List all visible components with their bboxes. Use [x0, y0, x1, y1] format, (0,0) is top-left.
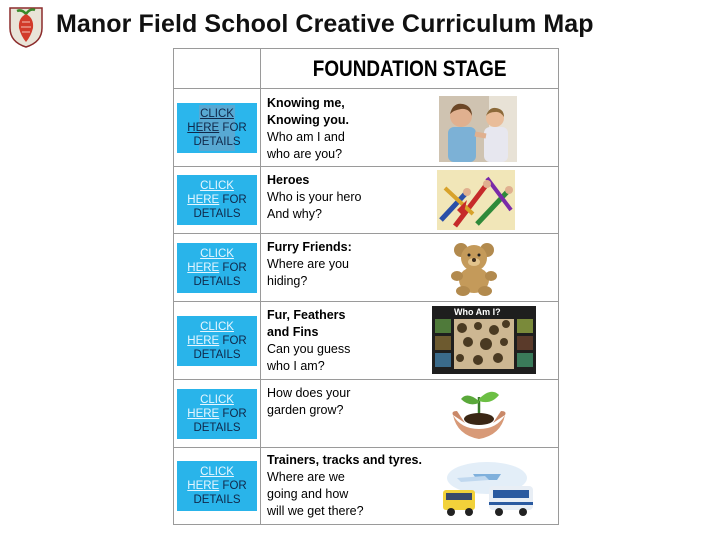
topic-question-line: garden grow? — [267, 403, 344, 417]
topic-cell — [261, 89, 559, 167]
button-label-for: FOR — [219, 261, 247, 274]
button-cell — [174, 167, 261, 234]
vehicles-image — [437, 456, 537, 518]
who-am-i-caption: Who Am I? — [454, 307, 501, 317]
seedling-hands-image — [449, 385, 509, 443]
topic-title-line: Furry Friends: — [267, 240, 352, 254]
button-label-for: FOR — [219, 334, 247, 347]
button-label-line2 — [177, 334, 257, 348]
topic-cell — [261, 234, 559, 302]
topic-question-line: who are you? — [267, 147, 343, 161]
button-cell — [174, 302, 261, 380]
page-title: Manor Field School Creative Curriculum Map — [56, 10, 594, 38]
click-here-for-details-button-6[interactable] — [177, 461, 257, 511]
topic-cell — [261, 167, 559, 234]
button-label-line3: DETAILS — [193, 275, 241, 288]
button-label-line1: CLICK — [200, 107, 234, 120]
button-label-line1: CLICK — [200, 247, 234, 260]
topic-text — [267, 452, 422, 520]
topic-question-line: Where are we — [267, 470, 345, 484]
button-label-here: HERE — [187, 407, 220, 420]
stage-header-text: FOUNDATION STAGE — [312, 55, 507, 81]
table-row — [174, 380, 559, 448]
superheroes-image — [437, 170, 515, 230]
button-label-for: FOR — [219, 480, 247, 492]
button-label-line3: DETAILS — [193, 421, 241, 434]
topic-text — [267, 239, 352, 290]
school-logo-icon — [6, 4, 46, 48]
button-label-for: FOR — [219, 121, 247, 134]
button-label-line3: DETAILS — [193, 494, 241, 506]
topic-question-line: going and how — [267, 487, 349, 501]
button-cell — [174, 448, 261, 525]
button-label-line3: DETAILS — [193, 348, 241, 361]
button-label-here: HERE — [187, 480, 220, 492]
table-row — [174, 234, 559, 302]
topic-title-line: Knowing you. — [267, 113, 349, 127]
topic-question-line: And why? — [267, 207, 322, 221]
stage-header — [261, 49, 559, 89]
button-cell — [174, 89, 261, 167]
topic-question-line: How does your — [267, 386, 351, 400]
topic-title-line: Heroes — [267, 173, 310, 187]
click-here-for-details-button-2[interactable] — [177, 175, 257, 225]
topic-text — [267, 95, 349, 163]
topic-cell — [261, 448, 559, 525]
topic-question-line: Where are you — [267, 257, 349, 271]
button-cell — [174, 234, 261, 302]
topic-question-line: Who is your hero — [267, 190, 362, 204]
topic-cell — [261, 302, 559, 380]
table-row — [174, 89, 559, 167]
topic-text — [267, 172, 361, 223]
topic-title-line: and Fins — [267, 325, 319, 339]
children-photo — [439, 96, 517, 162]
teddy-bear-image — [447, 240, 503, 296]
button-label-line3: DETAILS — [193, 135, 241, 148]
button-label-here: HERE — [187, 194, 220, 206]
topic-title-line: Trainers, tracks and tyres. — [267, 453, 422, 467]
topic-question-line: Can you guess — [267, 342, 351, 356]
click-here-for-details-button-3[interactable] — [177, 243, 257, 293]
button-label-line2 — [177, 193, 257, 207]
topic-question-line: hiding? — [267, 274, 308, 288]
topic-cell — [261, 380, 559, 448]
header-blank-cell — [174, 49, 261, 89]
button-label-here: HERE — [187, 261, 220, 274]
button-label-line1: CLICK — [200, 180, 234, 192]
button-label-line2 — [177, 121, 257, 135]
button-label-line2 — [177, 261, 257, 275]
button-label-line1: CLICK — [200, 320, 234, 333]
button-label-here: HERE — [187, 121, 220, 134]
button-label-here: HERE — [187, 334, 220, 347]
topic-title-line: Fur, Feathers — [267, 308, 346, 322]
topic-question-line: Who am I and — [267, 130, 345, 144]
button-label-line2 — [177, 407, 257, 421]
table-row — [174, 302, 559, 380]
topic-title-line: Knowing me, — [267, 96, 345, 110]
topic-text — [267, 385, 350, 419]
topic-text — [267, 307, 350, 375]
curriculum-table — [173, 48, 559, 525]
click-here-for-details-button-4[interactable] — [177, 316, 257, 366]
table-row — [174, 167, 559, 234]
topic-question-line: will we get there? — [267, 504, 364, 518]
button-label-line1: CLICK — [200, 393, 234, 406]
table-header-row — [174, 49, 559, 89]
who-am-i-image — [432, 306, 536, 374]
button-label-for: FOR — [219, 407, 247, 420]
button-cell — [174, 380, 261, 448]
button-label-line2 — [177, 479, 257, 493]
click-here-for-details-button-1[interactable] — [177, 103, 257, 153]
button-label-line1: CLICK — [200, 466, 234, 478]
click-here-for-details-button-5[interactable] — [177, 389, 257, 439]
table-row — [174, 448, 559, 525]
topic-question-line: who I am? — [267, 359, 325, 373]
button-label-for: FOR — [219, 194, 247, 206]
button-label-line3: DETAILS — [193, 208, 241, 220]
